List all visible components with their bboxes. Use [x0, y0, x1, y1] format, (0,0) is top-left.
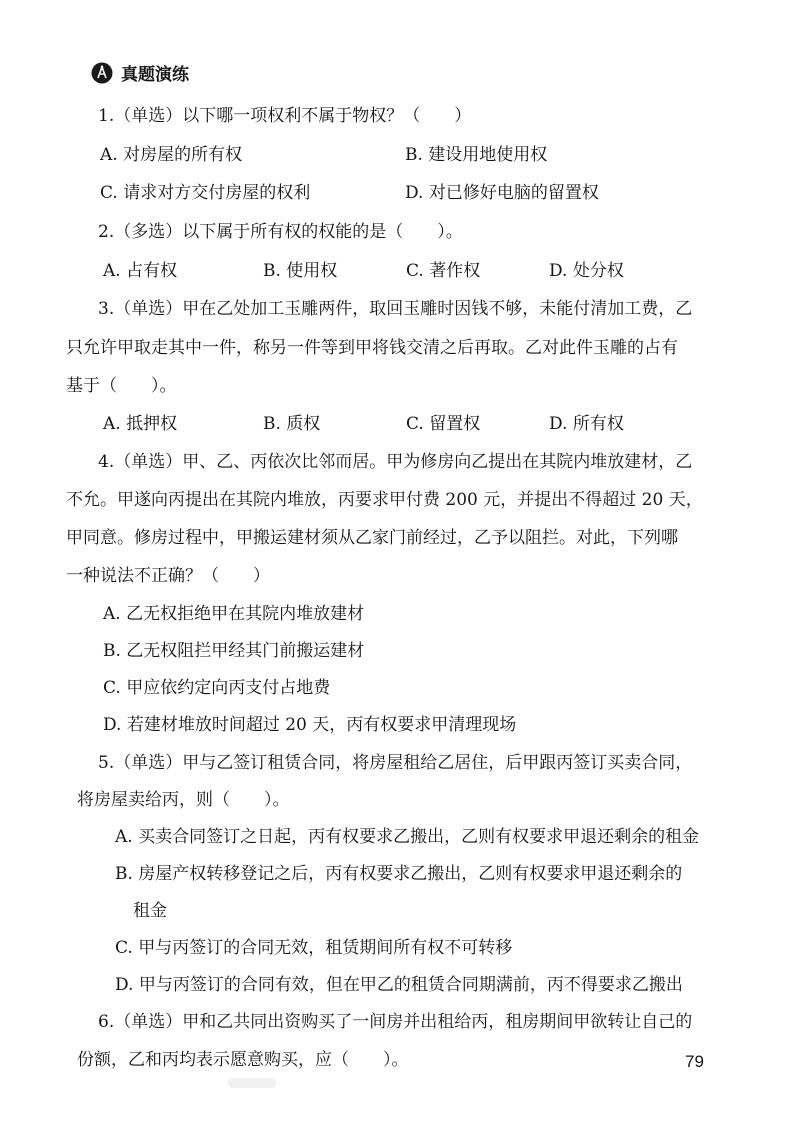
- question-5-option-b: B. 房屋产权转移登记之后，丙有权要求乙搬出，乙则有权要求甲退还剩余的: [115, 864, 683, 884]
- question-1-option-c: C. 请求对方交付房屋的权利: [100, 183, 311, 203]
- question-5-option-b-continued: 租金: [133, 901, 167, 921]
- question-4-option-c: C. 甲应依约定向丙支付占地费: [103, 678, 331, 698]
- question-1-option-d: D. 对已修好电脑的留置权: [405, 183, 599, 203]
- question-2-stem: 2.（多选）以下属于所有权的权能的是（ ）。: [98, 222, 463, 242]
- question-1-option-b: B. 建设用地使用权: [405, 145, 548, 165]
- question-5-stem-line: 将房屋卖给丙，则（ ）。: [77, 790, 290, 810]
- question-1-option-a: A. 对房屋的所有权: [100, 145, 243, 165]
- question-3-stem-line: 基于（ ）。: [66, 376, 177, 396]
- question-4-stem-line: 甲同意。修房过程中，甲搬运建材须从乙家门前经过，乙予以阻拦。对此，下列哪: [66, 528, 678, 548]
- question-3-option-c: C. 留置权: [406, 414, 481, 434]
- question-2-option-d: D. 处分权: [549, 261, 624, 281]
- question-3-option-b: B. 质权: [263, 414, 321, 434]
- scan-smudge: [228, 1078, 276, 1088]
- question-4-option-b: B. 乙无权阻拦甲经其门前搬运建材: [103, 641, 365, 661]
- question-1-stem: 1.（单选）以下哪一项权利不属于物权？（ ）: [98, 106, 472, 126]
- question-5-option-a: A. 买卖合同签订之日起，丙有权要求乙搬出，乙则有权要求甲退还剩余的租金: [115, 827, 700, 847]
- question-4-stem-line: 一种说法不正确？（ ）: [66, 566, 270, 586]
- question-5-option-c: C. 甲与丙签订的合同无效，租赁期间所有权不可转移: [115, 938, 513, 958]
- question-3-stem-line: 只允许甲取走其中一件，称另一件等到甲将钱交清之后再取。乙对此件玉雕的占有: [66, 338, 678, 358]
- section-title: 真题演练: [121, 65, 189, 85]
- question-3-stem-line: 3.（单选）甲在乙处加工玉雕两件，取回玉雕时因钱不够，未能付清加工费，乙: [98, 299, 693, 319]
- question-5-option-d: D. 甲与丙签订的合同有效，但在甲乙的租赁合同期满前，丙不得要求乙搬出: [115, 975, 683, 995]
- question-2-option-c: C. 著作权: [406, 261, 481, 281]
- question-4-option-d: D. 若建材堆放时间超过 20 天，丙有权要求甲清理现场: [103, 715, 517, 735]
- question-4-stem-line: 4.（单选）甲、乙、丙依次比邻而居。甲为修房向乙提出在其院内堆放建材，乙: [98, 452, 693, 472]
- question-2-option-b: B. 使用权: [263, 261, 338, 281]
- question-4-option-a: A. 乙无权拒绝甲在其院内堆放建材: [103, 604, 365, 624]
- page-number: 79: [685, 1052, 704, 1071]
- question-2-option-a: A. 占有权: [103, 261, 178, 281]
- question-4-stem-line: 不允。甲遂向丙提出在其院内堆放，丙要求甲付费 200 元，并提出不得超过 20 天，: [66, 490, 703, 510]
- question-6-stem-line: 份额，乙和丙均表示愿意购买，应（ ）。: [77, 1050, 409, 1070]
- question-5-stem-line: 5.（单选）甲与乙签订租赁合同，将房屋租给乙居住，后甲跟丙签订买卖合同，: [98, 753, 693, 773]
- section-header: [91, 60, 189, 85]
- question-3-option-a: A. 抵押权: [103, 414, 178, 434]
- pen-compass-badge-icon: [91, 62, 113, 84]
- question-3-option-d: D. 所有权: [549, 414, 624, 434]
- question-6-stem-line: 6.（单选）甲和乙共同出资购买了一间房并出租给丙，租房期间甲欲转让自己的: [98, 1012, 693, 1032]
